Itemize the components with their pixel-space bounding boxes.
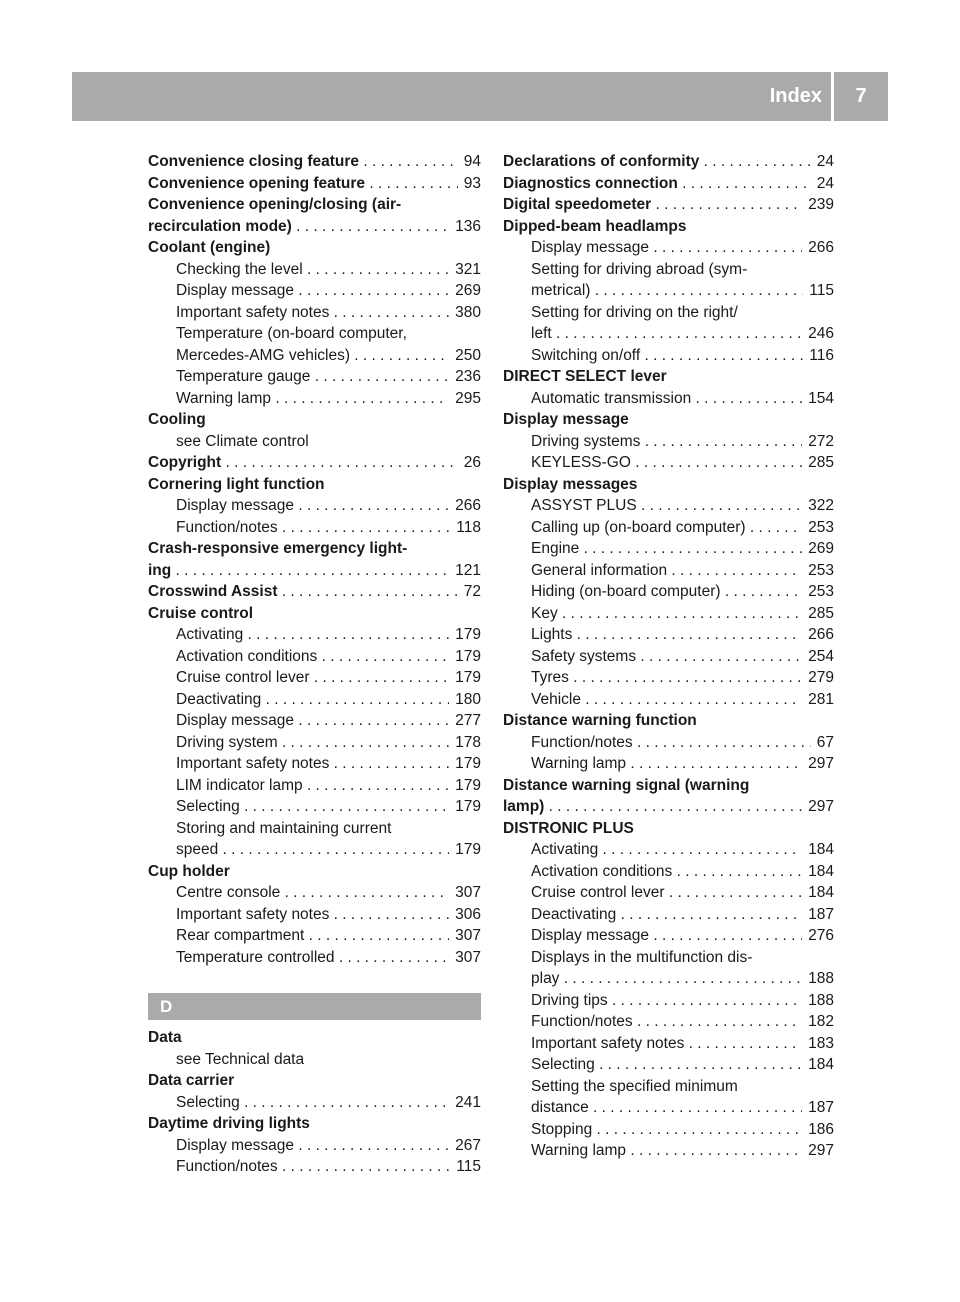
index-entry [148, 560, 481, 582]
entry-text: Dipped-beam headlamps [503, 217, 687, 235]
entry-text: Warning lamp . . . [531, 755, 834, 772]
index-entry [148, 753, 481, 775]
index-column-right [503, 151, 834, 1162]
entry-text: Cooling [148, 411, 206, 428]
entry-page-number: 279 [802, 667, 834, 689]
index-entry [148, 538, 481, 560]
entry-page-number: 178 [449, 732, 481, 754]
entry-page-number: 121 [449, 560, 481, 582]
index-entry [503, 431, 834, 453]
entry-page-number: 266 [449, 495, 481, 517]
index-entry [148, 194, 481, 216]
entry-text: Convenience opening/closing (air- [148, 196, 402, 213]
entry-text: Deactivating . . . [531, 906, 834, 923]
entry-text: Cornering light function [148, 475, 325, 493]
index-entry [148, 1092, 481, 1114]
index-entry [148, 216, 481, 238]
index-entry [503, 775, 834, 797]
index-entry [148, 1113, 481, 1135]
entry-page-number: 321 [449, 259, 481, 281]
entry-page-number: 188 [802, 990, 834, 1012]
index-entry [148, 1049, 481, 1071]
entry-page-number: 307 [449, 947, 481, 969]
index-entry [503, 366, 834, 388]
entry-page-number: 322 [802, 495, 834, 517]
entry-page-number: 186 [802, 1119, 834, 1141]
index-entry [148, 882, 481, 904]
entry-text: Warning lamp . . . [531, 1142, 834, 1159]
entry-page-number: 26 [458, 452, 481, 474]
entry-page-number: 94 [458, 151, 481, 173]
entry-page-number: 272 [802, 431, 834, 453]
index-entry [148, 280, 481, 302]
index-column-left [148, 151, 481, 968]
header-title: Index [769, 85, 822, 107]
entry-page-number: 179 [449, 796, 481, 818]
entry-text: Centre console . . . [176, 884, 481, 901]
entry-text: General information . . . [531, 562, 834, 579]
entry-page-number: 267 [449, 1135, 481, 1157]
entry-page-number: 306 [449, 904, 481, 926]
entry-text: Function/notes . . . [531, 1013, 834, 1030]
entry-page-number: 116 [803, 345, 834, 367]
entry-page-number: 115 [450, 1156, 481, 1178]
entry-text: Vehicle . . . [531, 691, 834, 708]
entry-page-number: 276 [802, 925, 834, 947]
entry-text: Key . . . [531, 605, 834, 622]
index-entry [503, 904, 834, 926]
entry-text: Distance warning function [503, 712, 697, 729]
index-entry [503, 1054, 834, 1076]
entry-text: Copyright . . . [148, 454, 481, 471]
entry-page-number: 72 [458, 581, 481, 603]
index-entry [503, 560, 834, 582]
entry-page-number: 269 [449, 280, 481, 302]
index-entry [503, 1119, 834, 1141]
index-entry [503, 603, 834, 625]
header-bar [72, 72, 888, 121]
entry-page-number: 239 [802, 194, 834, 216]
entry-text: Display message . . . [176, 282, 481, 299]
index-entry [148, 237, 481, 259]
index-entry [148, 624, 481, 646]
index-entry [503, 495, 834, 517]
index-entry [503, 646, 834, 668]
entry-text: Important safety notes . . . [176, 755, 481, 772]
entry-text: Function/notes . . . [176, 519, 481, 536]
entry-page-number: 184 [802, 839, 834, 861]
section-letter: D [160, 997, 173, 1016]
index-entry [503, 474, 834, 496]
entry-text: Crosswind Assist . . . [148, 583, 481, 600]
entry-text: Storing and maintaining current [176, 819, 392, 837]
entry-text: Important safety notes . . . [531, 1035, 834, 1052]
index-entry [148, 689, 481, 711]
index-entry [503, 925, 834, 947]
entry-page-number: 187 [802, 1097, 834, 1119]
index-entry [148, 581, 481, 603]
index-entry [503, 581, 834, 603]
entry-page-number: 307 [449, 882, 481, 904]
index-entry [503, 280, 834, 302]
entry-text: Display message [503, 411, 629, 428]
entry-page-number: 93 [458, 173, 481, 195]
index-entry [503, 452, 834, 474]
index-entry [148, 732, 481, 754]
entry-text: Convenience opening feature . . . [148, 175, 481, 192]
entry-page-number: 24 [811, 173, 834, 195]
index-entry [503, 409, 834, 431]
entry-text: Setting for driving on the right/ [531, 303, 738, 321]
index-entry [148, 904, 481, 926]
entry-text: DISTRONIC PLUS [503, 819, 634, 837]
index-entry [503, 667, 834, 689]
entry-text: Coolant (engine) [148, 239, 271, 256]
index-entry [503, 345, 834, 367]
entry-text: Safety systems . . . [531, 648, 834, 665]
index-entry [503, 151, 834, 173]
entry-text: Display message . . . [531, 239, 834, 256]
index-entry [503, 732, 834, 754]
entry-text: Selecting . . . [176, 798, 481, 815]
index-entry [148, 1070, 481, 1092]
entry-text: Display message . . . [531, 927, 834, 944]
index-entry [148, 302, 481, 324]
index-entry [148, 259, 481, 281]
index-entry [148, 1135, 481, 1157]
entry-page-number: 179 [449, 646, 481, 668]
entry-page-number: 115 [803, 280, 834, 302]
entry-page-number: 246 [802, 323, 834, 345]
index-entry [148, 452, 481, 474]
entry-text: Driving system . . . [176, 734, 481, 751]
entry-text: see Climate control [176, 432, 309, 450]
index-entry [148, 323, 481, 345]
entry-text: Cruise control lever . . . [176, 669, 481, 686]
entry-text: left . . . [531, 325, 834, 342]
entry-page-number: 182 [802, 1011, 834, 1033]
index-entry [148, 796, 481, 818]
entry-text: metrical) . . . [531, 282, 834, 299]
entry-text: Selecting . . . [176, 1094, 481, 1111]
index-column-left-d [148, 1027, 481, 1178]
page-number: 7 [855, 85, 867, 107]
entry-page-number: 297 [802, 1140, 834, 1162]
entry-page-number: 179 [449, 753, 481, 775]
entry-text: Driving systems . . . [531, 433, 834, 450]
entry-text: Crash-responsive emergency light- [148, 540, 408, 557]
index-entry [503, 237, 834, 259]
index-entry [503, 861, 834, 883]
entry-page-number: 179 [449, 839, 481, 861]
entry-text: Temperature controlled . . . [176, 949, 481, 966]
entry-text: see Technical data [176, 1050, 305, 1068]
index-entry [503, 990, 834, 1012]
entry-page-number: 24 [811, 151, 834, 173]
entry-text: play . . . [531, 970, 834, 987]
index-entry [503, 216, 834, 238]
entry-text: Hiding (on-board computer) . . . [531, 583, 834, 600]
entry-page-number: 188 [802, 968, 834, 990]
index-entry [503, 517, 834, 539]
entry-text: Setting the specified minimum [531, 1077, 738, 1095]
entry-text: Checking the level . . . [176, 261, 481, 278]
entry-text: Distance warning signal (warning [503, 776, 750, 794]
entry-page-number: 236 [449, 366, 481, 388]
entry-text: Display messages [503, 475, 638, 493]
index-entry [148, 1156, 481, 1178]
index-entry [148, 431, 481, 453]
entry-text: Calling up (on-board computer) . . . [531, 519, 834, 536]
entry-text: Deactivating . . . [176, 691, 481, 708]
index-entry [148, 667, 481, 689]
entry-text: Digital speedometer . . . [503, 196, 834, 213]
entry-text: lamp) . . . [503, 798, 834, 815]
entry-text: recirculation mode) . . . [148, 218, 481, 235]
entry-text: ASSYST PLUS . . . [531, 497, 834, 514]
entry-text: Driving tips . . . [531, 992, 834, 1009]
index-entry [148, 474, 481, 496]
entry-page-number: 269 [802, 538, 834, 560]
entry-text: Declarations of conformity . . . [503, 153, 834, 170]
index-entry [148, 710, 481, 732]
entry-page-number: 154 [802, 388, 834, 410]
index-entry [503, 538, 834, 560]
entry-page-number: 295 [449, 388, 481, 410]
entry-page-number: 67 [811, 732, 834, 754]
index-entry [148, 366, 481, 388]
entry-text: Convenience closing feature . . . [148, 153, 481, 170]
index-entry [503, 1097, 834, 1119]
index-entry [148, 775, 481, 797]
entry-text: Setting for driving abroad (sym- [531, 260, 748, 278]
entry-page-number: 380 [449, 302, 481, 324]
entry-text: Cup holder [148, 862, 230, 880]
section-header-d [148, 993, 481, 1020]
entry-page-number: 253 [802, 517, 834, 539]
entry-text: Lights . . . [531, 626, 834, 643]
index-entry [148, 925, 481, 947]
entry-text: KEYLESS-GO . . . [531, 454, 834, 471]
entry-page-number: 253 [802, 560, 834, 582]
index-entry [503, 388, 834, 410]
index-entry [148, 173, 481, 195]
index-entry [503, 259, 834, 281]
entry-page-number: 266 [802, 237, 834, 259]
index-entry [148, 861, 481, 883]
index-entry [503, 1011, 834, 1033]
index-entry [148, 151, 481, 173]
entry-text: Tyres . . . [531, 669, 834, 686]
entry-page-number: 183 [802, 1033, 834, 1055]
entry-page-number: 187 [802, 904, 834, 926]
index-entry [148, 388, 481, 410]
entry-page-number: 285 [802, 603, 834, 625]
entry-text: LIM indicator lamp . . . [176, 777, 481, 794]
index-entry [503, 689, 834, 711]
entry-text: Cruise control [148, 604, 254, 622]
entry-text: Selecting . . . [531, 1056, 834, 1073]
index-entry [503, 818, 834, 840]
index-entry [503, 753, 834, 775]
entry-page-number: 250 [449, 345, 481, 367]
index-entry [148, 603, 481, 625]
entry-text: Activation conditions . . . [176, 648, 481, 665]
index-entry [503, 1140, 834, 1162]
entry-text: Display message . . . [176, 497, 481, 514]
index-entry [148, 947, 481, 969]
entry-text: Important safety notes . . . [176, 304, 481, 321]
entry-page-number: 179 [449, 775, 481, 797]
entry-page-number: 184 [802, 882, 834, 904]
entry-page-number: 266 [802, 624, 834, 646]
index-entry [503, 624, 834, 646]
entry-page-number: 136 [449, 216, 481, 238]
index-entry [503, 194, 834, 216]
entry-text: Cruise control lever . . . [531, 884, 834, 901]
entry-page-number: 180 [449, 689, 481, 711]
index-entry [148, 345, 481, 367]
entry-page-number: 281 [802, 689, 834, 711]
entry-text: DIRECT SELECT lever [503, 368, 667, 385]
entry-text: Warning lamp . . . [176, 390, 481, 407]
entry-page-number: 184 [802, 861, 834, 883]
entry-page-number: 254 [802, 646, 834, 668]
index-entry [503, 947, 834, 969]
index-entry [503, 323, 834, 345]
entry-text: Engine . . . [531, 540, 834, 557]
entry-text: Stopping . . . [531, 1121, 834, 1138]
entry-text: Data [148, 1029, 182, 1046]
index-entry [503, 173, 834, 195]
entry-text: Automatic transmission . . . [531, 390, 834, 407]
index-entry [148, 818, 481, 840]
entry-text: Diagnostics connection . . . [503, 175, 834, 192]
index-entry [503, 302, 834, 324]
entry-text: distance . . . [531, 1099, 834, 1116]
index-entry [503, 796, 834, 818]
index-entry [503, 1076, 834, 1098]
entry-page-number: 277 [449, 710, 481, 732]
index-entry [503, 1033, 834, 1055]
entry-page-number: 184 [802, 1054, 834, 1076]
entry-text: Data carrier [148, 1072, 235, 1089]
entry-page-number: 179 [449, 624, 481, 646]
entry-page-number: 297 [802, 753, 834, 775]
entry-text: Display message . . . [176, 1137, 481, 1154]
index-entry [148, 1027, 481, 1049]
entry-page-number: 118 [450, 517, 481, 539]
entry-text: Activation conditions . . . [531, 863, 834, 880]
index-entry [148, 495, 481, 517]
index-entry [503, 968, 834, 990]
entry-text: Display message . . . [176, 712, 481, 729]
index-entry [503, 839, 834, 861]
entry-page-number: 307 [449, 925, 481, 947]
entry-text: Activating . . . [531, 841, 834, 858]
entry-text: Function/notes . . . [531, 734, 834, 751]
entry-text: Switching on/off . . . [531, 347, 834, 364]
index-entry [503, 710, 834, 732]
entry-text: Displays in the multifunction dis- [531, 948, 753, 966]
entry-text: Daytime driving lights [148, 1115, 310, 1132]
entry-text: Important safety notes . . . [176, 906, 481, 923]
entry-page-number: 297 [802, 796, 834, 818]
entry-text: Activating . . . [176, 626, 481, 643]
entry-page-number: 285 [802, 452, 834, 474]
entry-text: ing . . . [148, 562, 481, 579]
entry-text: Temperature (on-board computer, [176, 325, 407, 342]
entry-text: Function/notes . . . [176, 1158, 481, 1175]
entry-page-number: 253 [802, 581, 834, 603]
entry-text: Rear compartment . . . [176, 927, 481, 944]
entry-text: Mercedes-AMG vehicles) . . . [176, 347, 481, 364]
index-entry [148, 839, 481, 861]
entry-page-number: 179 [449, 667, 481, 689]
entry-page-number: 241 [449, 1092, 481, 1114]
index-entry [148, 409, 481, 431]
index-entry [148, 517, 481, 539]
entry-text: speed . . . [176, 841, 481, 858]
entry-text: Temperature gauge . . . [176, 368, 481, 385]
index-entry [503, 882, 834, 904]
index-entry [148, 646, 481, 668]
